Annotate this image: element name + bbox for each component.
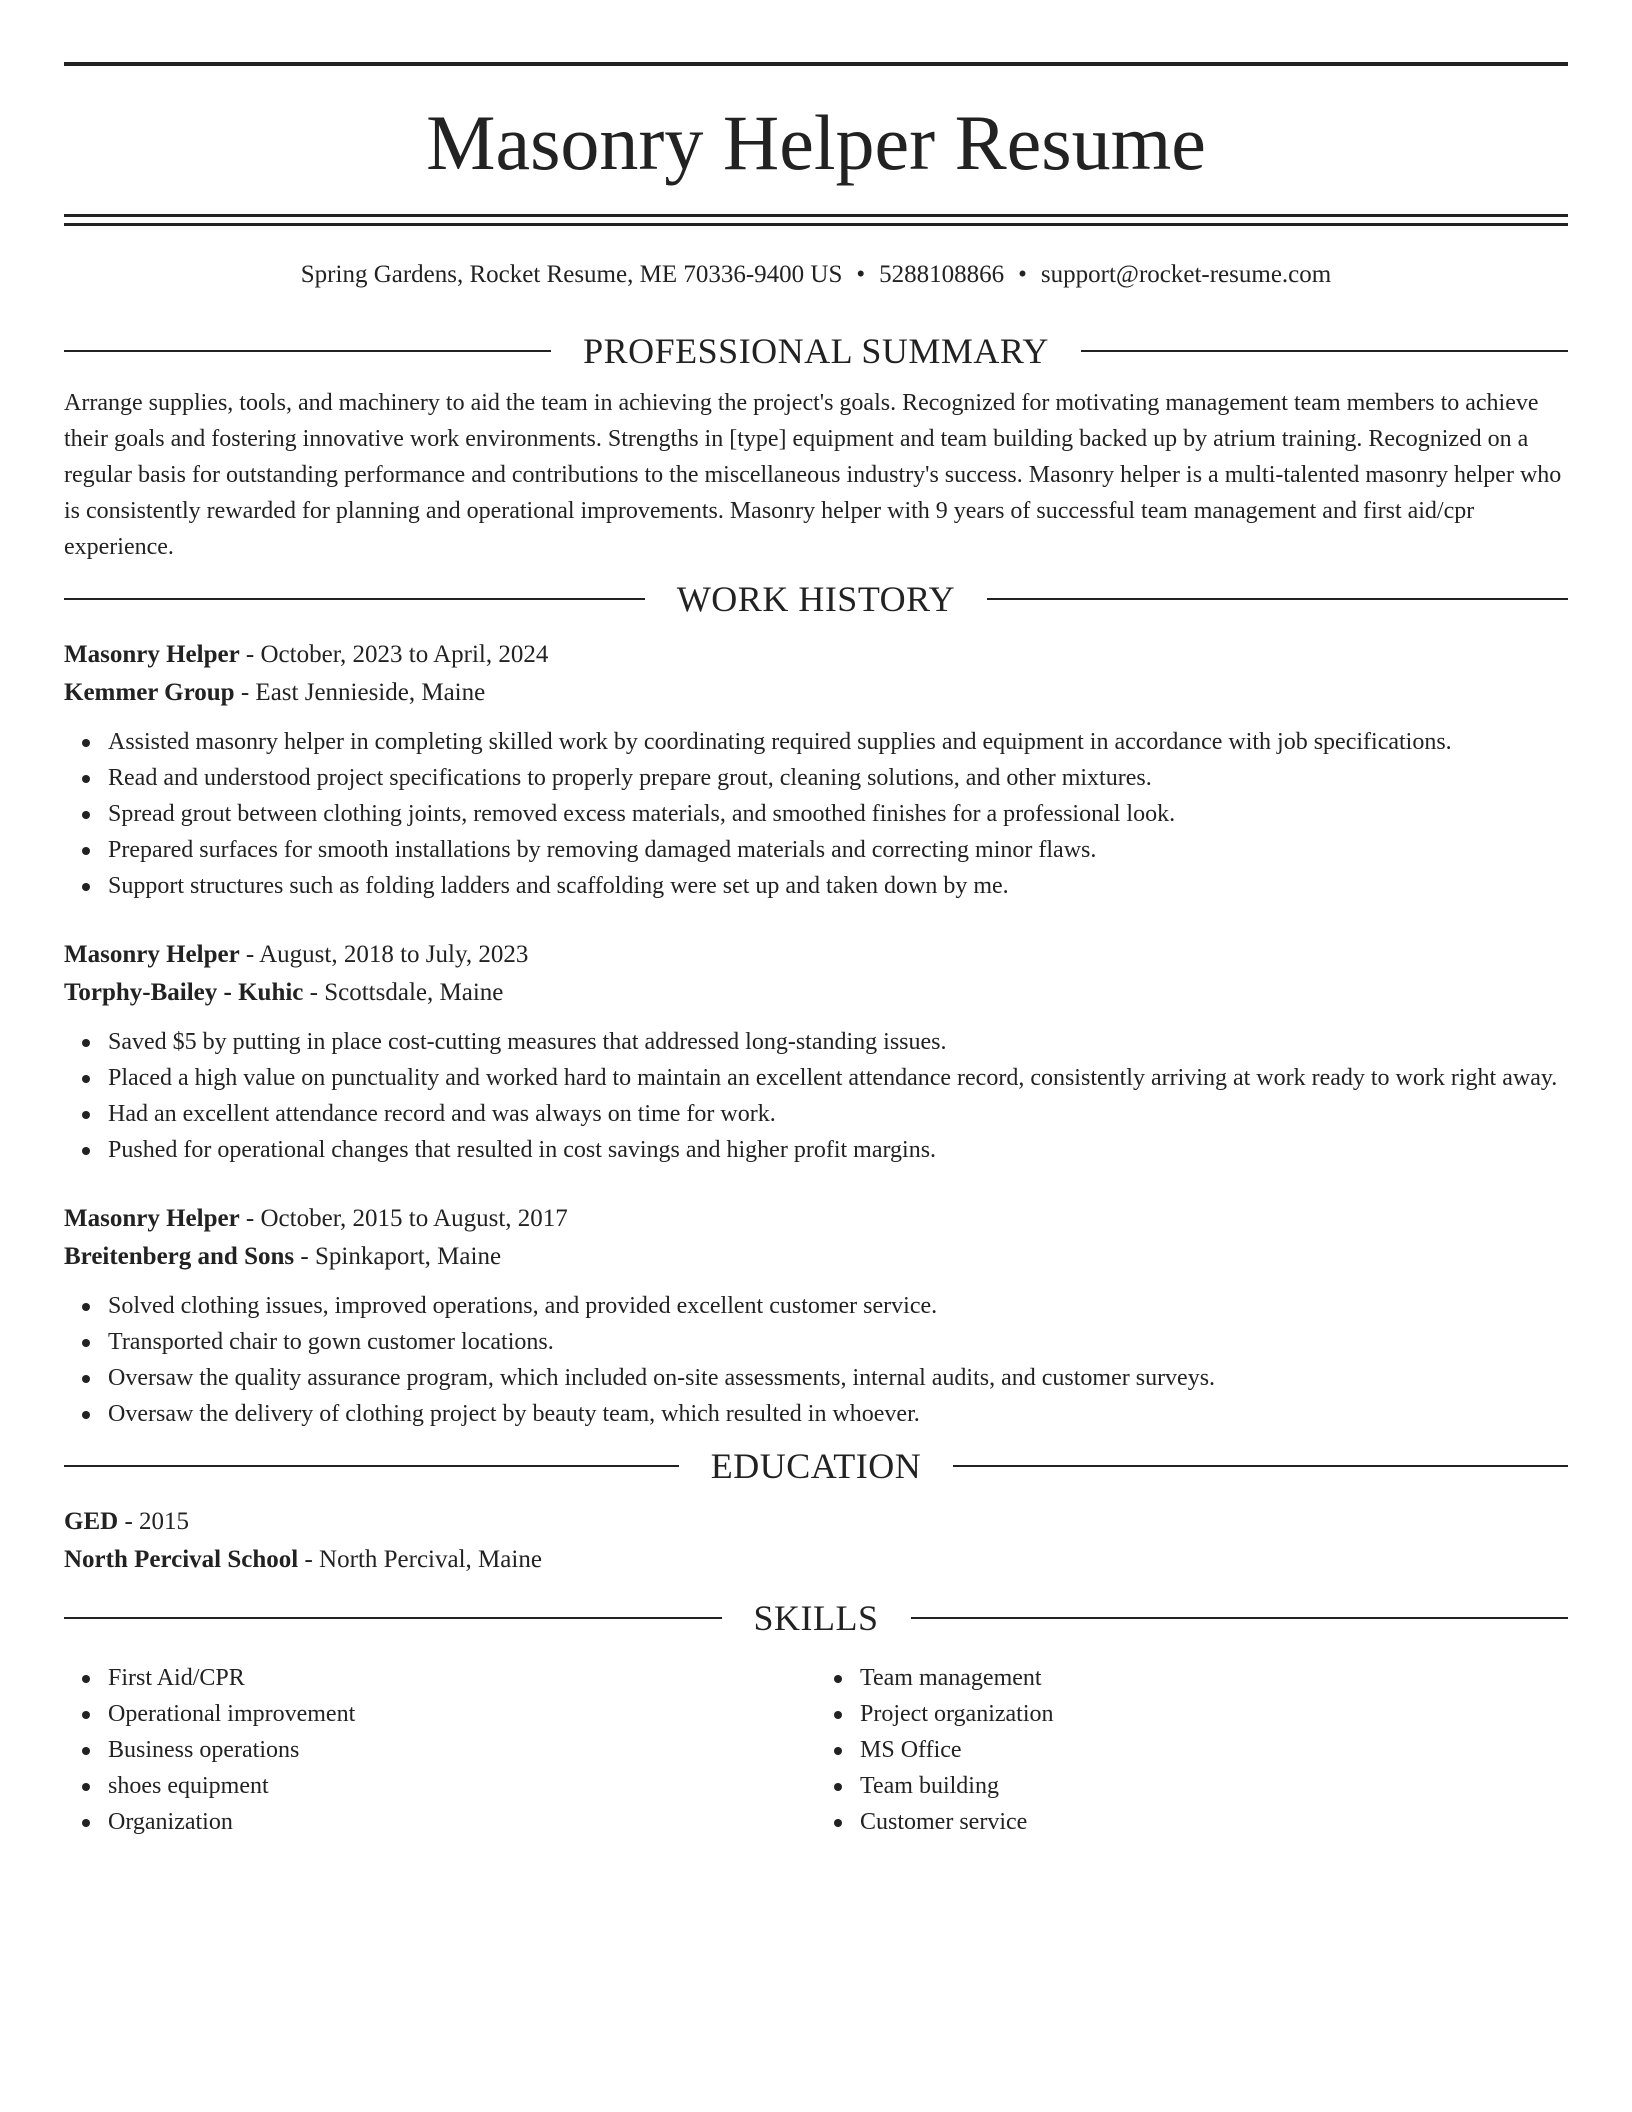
job-location: - Scottsdale, Maine <box>303 979 504 1006</box>
education-school: North Percival School <box>64 1546 299 1573</box>
job-company: Kemmer Group <box>64 679 235 706</box>
skills-list-right <box>816 1660 1568 1840</box>
job-entry <box>64 936 1568 1168</box>
contact-line <box>64 260 1568 290</box>
section-rule <box>953 1465 1568 1467</box>
section-header-work <box>64 577 1568 621</box>
list-item: Saved $5 by putting in place cost-cutting measures that addressed long-standing issues. <box>108 1024 1568 1060</box>
job-bullet-list <box>64 1024 1568 1168</box>
section-title-education: EDUCATION <box>710 1446 922 1486</box>
job-dates: - October, 2023 to April, 2024 <box>239 641 549 668</box>
job-location: - East Jennieside, Maine <box>234 679 486 706</box>
section-header-education <box>64 1444 1568 1488</box>
page-title: Masonry Helper Resume <box>426 99 1206 186</box>
section-title-summary: PROFESSIONAL SUMMARY <box>583 331 1049 371</box>
skill-item: Operational improvement <box>108 1696 816 1732</box>
skill-item: Team management <box>860 1660 1568 1696</box>
skill-item: shoes equipment <box>108 1768 816 1804</box>
job-title: Masonry Helper <box>64 641 240 668</box>
job-title-line <box>64 636 1568 674</box>
job-title: Masonry Helper <box>64 941 240 968</box>
education-degree: GED <box>64 1508 119 1535</box>
skill-item: First Aid/CPR <box>108 1660 816 1696</box>
list-item: Oversaw the delivery of clothing project by beauty team, which resulted in whoever. <box>108 1396 1568 1432</box>
list-item: Prepared surfaces for smooth installations by removing damaged materials and correcting minor flaws. <box>108 832 1568 868</box>
contact-separator: • <box>1018 261 1027 288</box>
job-title: Masonry Helper <box>64 1205 240 1232</box>
section-rule <box>64 1617 722 1619</box>
list-item: Solved clothing issues, improved operations, and provided excellent customer service. <box>108 1288 1568 1324</box>
section-rule <box>911 1617 1569 1619</box>
job-company-line <box>64 974 1568 1012</box>
skill-item: Organization <box>108 1804 816 1840</box>
education-degree-line <box>64 1503 1568 1541</box>
section-title-work: WORK HISTORY <box>676 579 956 619</box>
skills-list-left <box>64 1660 816 1840</box>
education-school-line <box>64 1541 1568 1579</box>
section-title-skills: SKILLS <box>753 1598 879 1638</box>
education-location: - North Percival, Maine <box>298 1546 542 1573</box>
job-dates: - August, 2018 to July, 2023 <box>239 941 529 968</box>
job-company: Breitenberg and Sons <box>64 1243 295 1270</box>
skill-item: Business operations <box>108 1732 816 1768</box>
section-rule <box>64 598 645 600</box>
title-double-rule <box>64 214 1568 226</box>
skill-item: Customer service <box>860 1804 1568 1840</box>
list-item: Placed a high value on punctuality and worked hard to maintain an excellent attendance record, consistently arriving at work ready to work right away. <box>108 1060 1568 1096</box>
list-item: Assisted masonry helper in completing skilled work by coordinating required supplies and equipment in accordance with job specifications. <box>108 724 1568 760</box>
section-rule <box>987 598 1568 600</box>
job-company-line <box>64 674 1568 712</box>
job-bullet-list <box>64 724 1568 904</box>
job-title-line <box>64 1200 1568 1238</box>
list-item: Oversaw the quality assurance program, which included on-site assessments, internal audits, and customer surveys. <box>108 1360 1568 1396</box>
list-item: Spread grout between clothing joints, removed excess materials, and smoothed finishes for a professional look. <box>108 796 1568 832</box>
job-entry <box>64 1200 1568 1432</box>
contact-email: support@rocket-resume.com <box>1040 261 1332 288</box>
skills-grid <box>64 1660 1568 1840</box>
job-location: - Spinkaport, Maine <box>294 1243 502 1270</box>
skill-item: MS Office <box>860 1732 1568 1768</box>
list-item: Had an excellent attendance record and was always on time for work. <box>108 1096 1568 1132</box>
top-rule <box>64 62 1568 66</box>
education-year: - 2015 <box>118 1508 190 1535</box>
summary-text: Arrange supplies, tools, and machinery to aid the team in achieving the project's goals. Recognized for motivating management team members to achieve their goals and fostering innovative work environments. Strengths in [type] equipment and team building backed up by atrium training. Recognized on a regular basis for outstanding performance and contributions to the miscellaneous industry's success. Masonry helper is a multi-talented masonry helper who is consistently rewarded for planning and operational improvements. Masonry helper with 9 years of successful team management and first aid/cpr experience. <box>64 390 1562 560</box>
job-entry <box>64 636 1568 904</box>
job-dates: - October, 2015 to August, 2017 <box>239 1205 568 1232</box>
contact-phone: 5288108866 <box>879 261 1005 288</box>
section-rule <box>1081 350 1568 352</box>
job-title-line <box>64 936 1568 974</box>
job-bullet-list <box>64 1288 1568 1432</box>
job-company: Torphy-Bailey - Kuhic <box>64 979 304 1006</box>
education-entry <box>64 1503 1568 1579</box>
job-company-line <box>64 1238 1568 1276</box>
list-item: Pushed for operational changes that resulted in cost savings and higher profit margins. <box>108 1132 1568 1168</box>
section-rule <box>64 1465 679 1467</box>
section-rule <box>64 350 551 352</box>
contact-address: Spring Gardens, Rocket Resume, ME 70336-9400 US <box>300 261 843 288</box>
skill-item: Project organization <box>860 1696 1568 1732</box>
list-item: Transported chair to gown customer locations. <box>108 1324 1568 1360</box>
section-header-skills <box>64 1596 1568 1640</box>
contact-separator: • <box>856 261 866 288</box>
skill-item: Team building <box>860 1768 1568 1804</box>
list-item: Read and understood project specifications to properly prepare grout, cleaning solutions, and other mixtures. <box>108 760 1568 796</box>
section-header-summary <box>64 329 1568 373</box>
list-item: Support structures such as folding ladders and scaffolding were set up and taken down by me. <box>108 868 1568 904</box>
